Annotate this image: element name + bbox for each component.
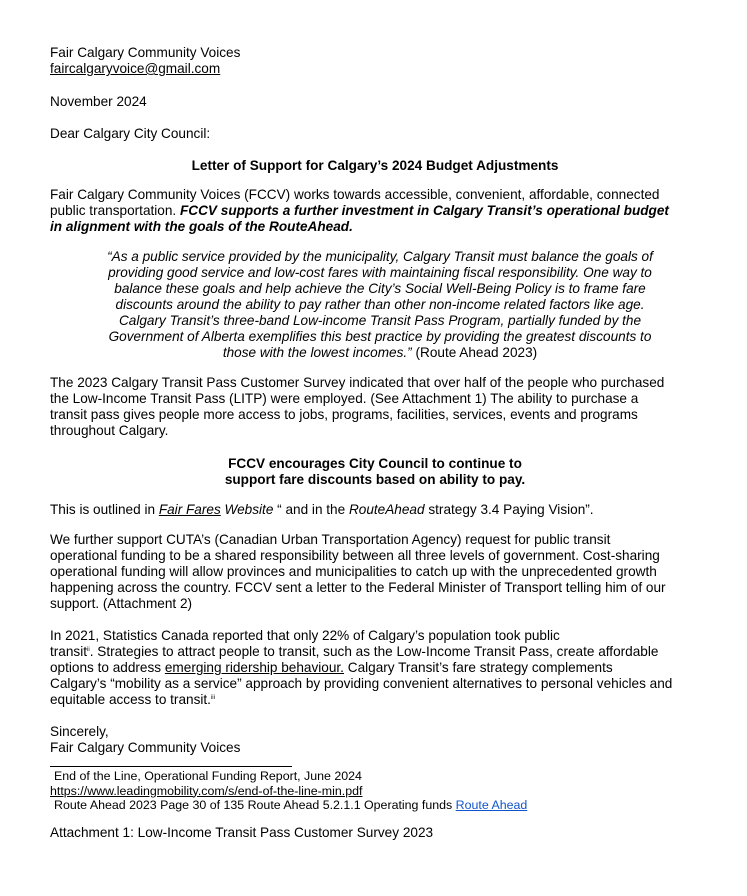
date-text: November 2024: [50, 94, 147, 109]
intro-emphasis: FCCV supports a further investment in Calgary Transit’s operational budget: [179, 203, 669, 218]
closing-text: Sincerely,: [50, 724, 109, 739]
intro-line: Fair Calgary Community Voices (FCCV) works towards accessible, convenient, affordable, connected: [50, 187, 660, 202]
route-ahead-quote: [60, 249, 700, 361]
closing: [50, 724, 700, 756]
attachment-text: Attachment 1: Low-Income Transit Pass Customer Survey 2023: [50, 825, 434, 840]
salutation: [50, 126, 700, 142]
encourage-line: support fare discounts based on ability to pay.: [224, 472, 526, 487]
quote-line: “As a public service provided by the municipality, Calgary Transit must balance the goals of: [107, 249, 653, 264]
stats-text: options to address: [50, 660, 165, 675]
outlined-text: This is outlined in: [50, 502, 159, 517]
signature-org: Fair Calgary Community Voices: [50, 740, 241, 755]
stats-text: . Strategies to attract people to transit, such as the Low-Income Transit Pass, create affordable: [89, 644, 659, 659]
intro-paragraph: [50, 187, 700, 235]
title-text: Letter of Support for Calgary’s 2024 Budget Adjustments: [191, 158, 559, 173]
stats-text: Calgary Transit’s fare strategy complements: [343, 660, 613, 675]
quote-source: (Route Ahead 2023): [411, 345, 538, 360]
fair-fares-website-text: Website: [220, 502, 274, 517]
encourage-line: FCCV encourages City Council to continue to: [228, 456, 522, 471]
survey-line: transit pass gives people more access to jobs, programs, facilities, services, events and programs: [50, 407, 638, 422]
quote-line: balance these goals and help achieve the City’s Social Well-Being Policy is to frame fare: [114, 281, 646, 296]
survey-line: throughout Calgary.: [50, 423, 169, 438]
stats-line: Calgary’s “mobility as a service” approach by providing convenient alternatives to personal vehicles and: [50, 676, 673, 691]
quote-line: discounts around the ability to pay rather than other non-income related factors like age.: [115, 297, 645, 312]
footnote-divider: [50, 766, 292, 767]
quote-line: Government of Alberta exemplifies this best practice by providing the greatest discounts to: [108, 329, 652, 344]
encourage-statement: [50, 456, 700, 488]
attachment-note: [50, 825, 700, 841]
cuta-paragraph: [50, 532, 700, 612]
stats-text: transit: [50, 644, 88, 659]
stats-line: In 2021, Statistics Canada reported that only 22% of Calgary’s population took public: [50, 628, 560, 643]
footnote-text: Route Ahead 2023 Page 30 of 135 Route Ahead 5.2.1.1 Operating funds: [54, 798, 456, 812]
footnote-url-link[interactable]: https://www.leadingmobility.com/s/end-of-the-line-min.pdf: [50, 783, 363, 798]
route-ahead-link[interactable]: Route Ahead: [455, 798, 528, 812]
fair-fares-link[interactable]: Fair Fares: [158, 502, 221, 517]
intro-text: public transportation.: [50, 203, 180, 218]
survey-line: the Low-Income Transit Pass (LITP) were employed. (See Attachment 1) The ability to purchase a: [50, 391, 639, 406]
survey-line: The 2023 Calgary Transit Pass Customer Survey indicated that over half of the people who purchased: [50, 375, 665, 390]
footnote-ref[interactable]: ii: [87, 647, 90, 653]
outlined-text: “ and in the: [273, 502, 349, 517]
letter-date: [50, 94, 700, 110]
outlined-text: strategy 3.4 Paying Vision”.: [424, 502, 594, 517]
letter-title: [50, 158, 700, 174]
outlined-paragraph: [50, 502, 700, 518]
cuta-line: We further support CUTA’s (Canadian Urban Transportation Agency) request for public transit: [50, 532, 611, 547]
quote-line: Calgary Transit’s three-band Low-income Transit Pass Program, partially funded by the: [118, 313, 642, 328]
stats-text: equitable access to transit.: [50, 692, 211, 707]
quote-line: those with the lowest incomes.”: [222, 345, 412, 360]
email-link[interactable]: faircalgaryvoice@gmail.com: [50, 61, 221, 76]
cuta-line: support. (Attachment 2): [50, 596, 193, 611]
cuta-line: operational funding to be a shared responsibility between all three levels of government. Cost-sharing: [50, 548, 660, 563]
emerging-ridership-link[interactable]: emerging ridership behaviour.: [164, 660, 344, 675]
survey-paragraph: [50, 375, 700, 439]
intro-emphasis-cont: in alignment with the goals of the RouteAhead.: [50, 219, 353, 234]
footnote-ref[interactable]: iii: [210, 695, 215, 701]
statistics-paragraph: [50, 628, 700, 708]
org-name: Fair Calgary Community Voices: [50, 45, 241, 60]
footnote-text: End of the Line, Operational Funding Report, June 2024: [54, 769, 362, 783]
cuta-line: operational funding will allow provinces and municipalities to catch up with the unprecedented growth: [50, 564, 657, 579]
routeahead-text: RouteAhead: [348, 502, 425, 517]
salutation-text: Dear Calgary City Council:: [50, 126, 211, 141]
letterhead: [50, 45, 700, 77]
cuta-line: happening across the country. FCCV sent a letter to the Federal Minister of Transport telling him of our: [50, 580, 666, 595]
footnotes: [50, 769, 700, 813]
quote-line: providing good service and low-cost fares with maintaining fiscal responsibility. One way to: [108, 265, 652, 280]
